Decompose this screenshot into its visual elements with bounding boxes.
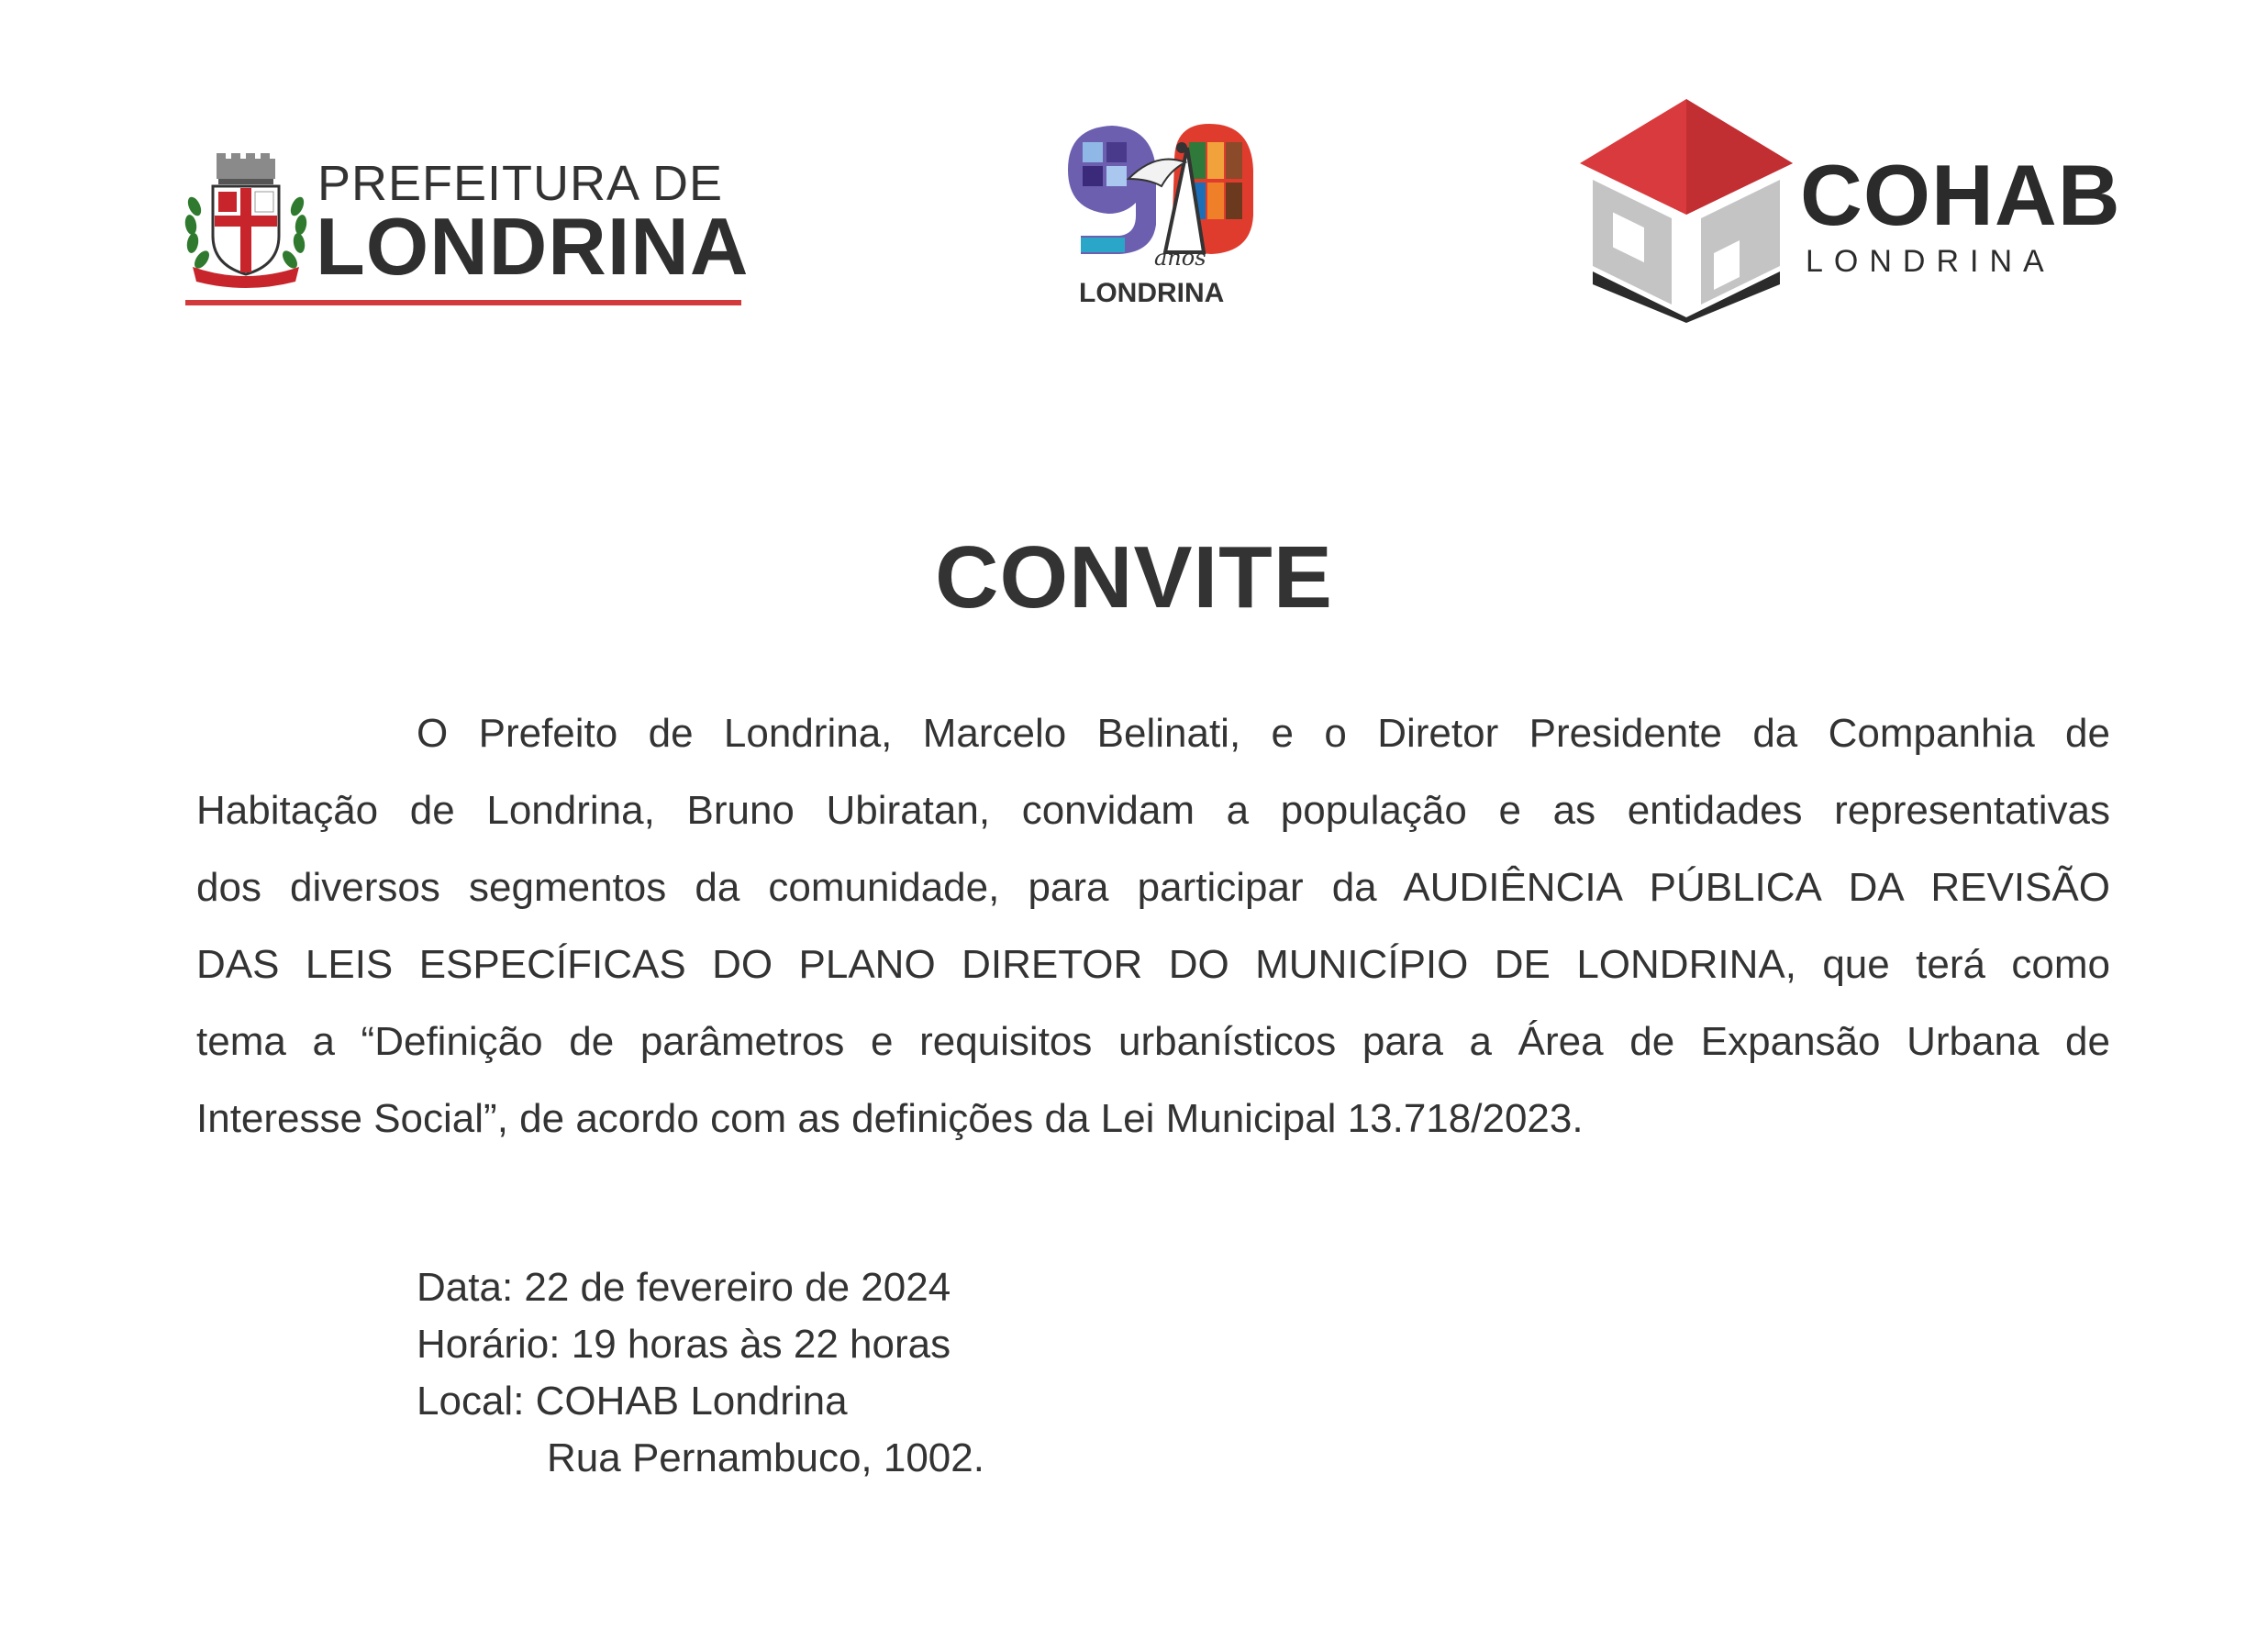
londrina-90-anos-logo bbox=[1064, 115, 1266, 312]
anos-label: anos bbox=[1154, 245, 1206, 271]
prefeitura-line2: LONDRINA bbox=[316, 201, 750, 292]
prefeitura-line1: PREFEITURA DE bbox=[317, 156, 724, 211]
cohab-name: COHAB bbox=[1800, 147, 2121, 243]
event-address: Rua Pernambuco, 1002. bbox=[547, 1435, 984, 1480]
prefeitura-logo bbox=[182, 151, 750, 307]
document-title: CONVITE bbox=[935, 528, 1333, 626]
cohab-logo bbox=[1576, 97, 2127, 327]
paragraph-line: dos diversos segmentos da comunidade, para participar da AUDIÊNCIA PÚBLICA DA REVISÃO bbox=[196, 865, 2110, 910]
cohab-city: LONDRINA bbox=[1806, 244, 2055, 279]
event-details bbox=[417, 1259, 984, 1487]
cohab-house-icon bbox=[1576, 97, 1796, 323]
paragraph-line: O Prefeito de Londrina, Marcelo Belinati, e o Diretor Presidente da Companhia de bbox=[417, 711, 2110, 756]
event-time: Horário: 19 horas às 22 horas bbox=[417, 1322, 951, 1367]
paragraph-line: Habitação de Londrina, Bruno Ubiratan, convidam a população e as entidades representativas bbox=[196, 788, 2110, 833]
event-location: Local: COHAB Londrina bbox=[417, 1379, 848, 1424]
paragraph-line: tema a “Definição de parâmetros e requisitos urbanísticos para a Área de Expansão Urbana de bbox=[196, 1019, 2110, 1064]
prefeitura-underline bbox=[185, 300, 741, 305]
city-crest-icon bbox=[182, 151, 310, 289]
event-date: Data: 22 de fevereiro de 2024 bbox=[417, 1265, 951, 1310]
anniversary-city-label: LONDRINA bbox=[1079, 278, 1225, 308]
paragraph-line: Interesse Social”, de acordo com as definições da Lei Municipal 13.718/2023. bbox=[196, 1096, 1584, 1141]
paragraph-line: DAS LEIS ESPECÍFICAS DO PLANO DIRETOR DO MUNICÍPIO DE LONDRINA, que terá como bbox=[196, 942, 2110, 987]
invitation-paragraph bbox=[196, 695, 2110, 1158]
